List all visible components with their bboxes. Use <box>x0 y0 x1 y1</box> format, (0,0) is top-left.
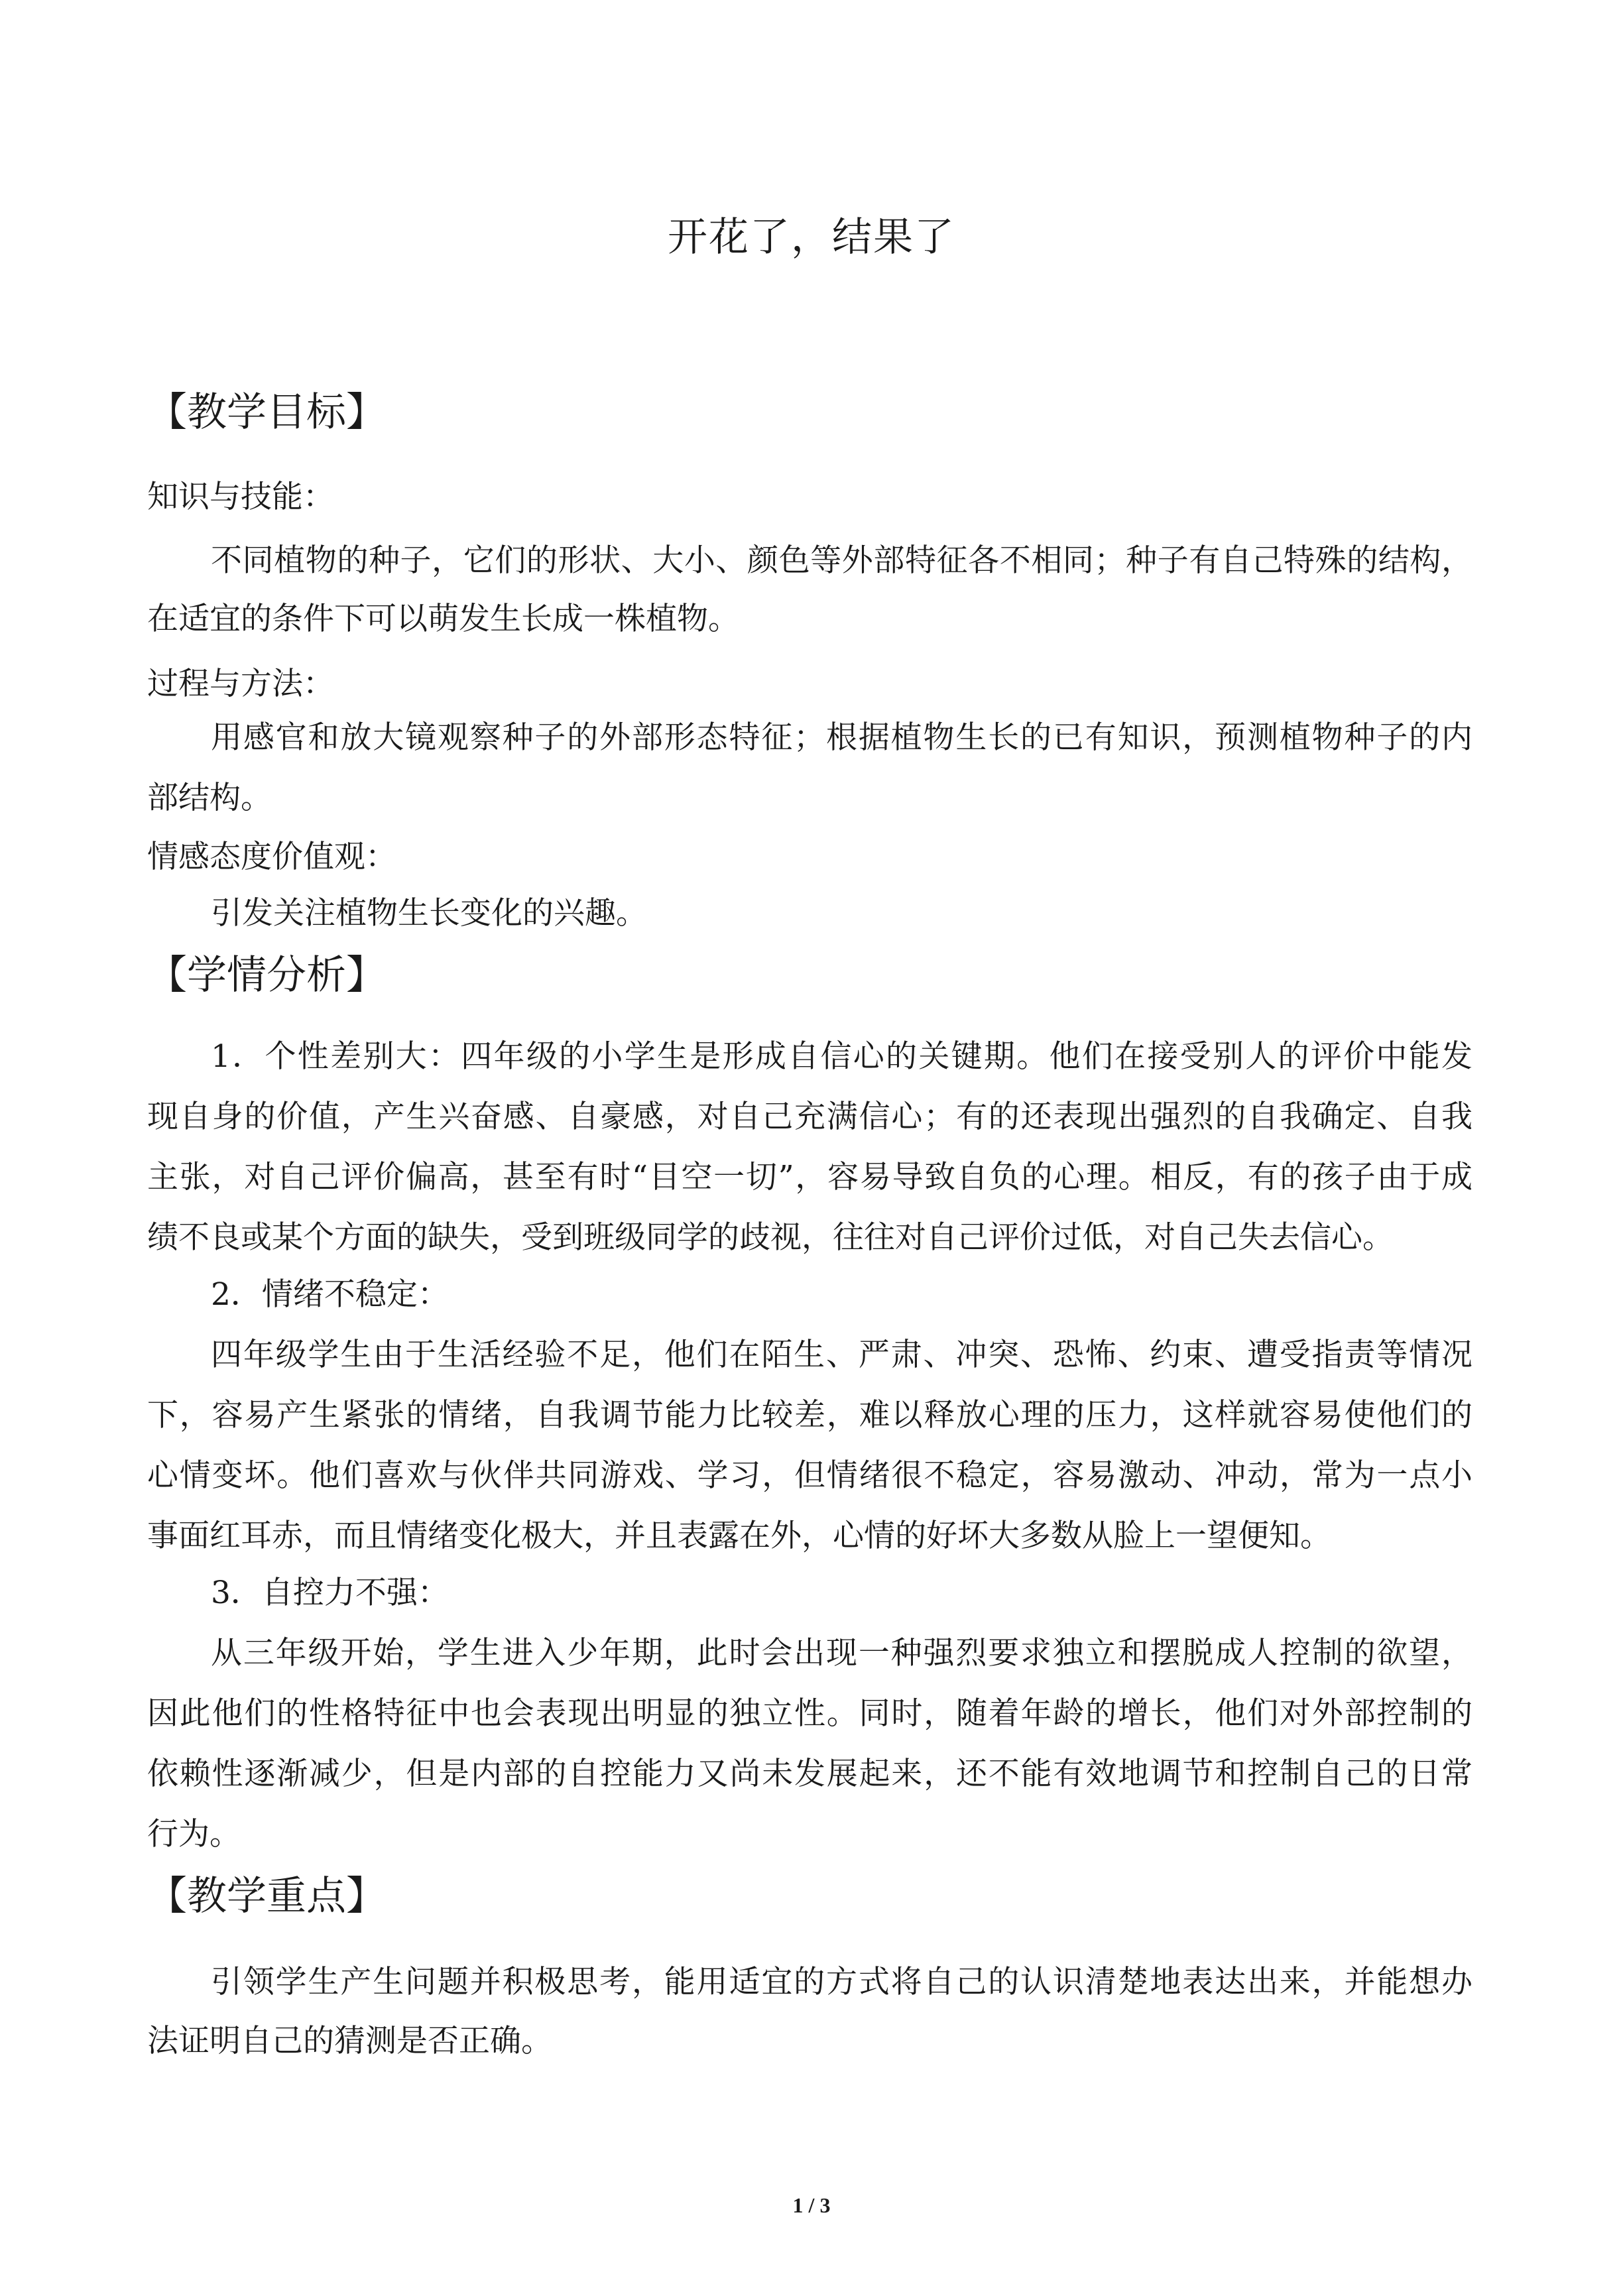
text-line: 心情变坏。他们喜欢与伙伴共同游戏、学习，但情绪很不稳定，容易激动、冲动，常为一点小 <box>147 1457 1473 1494</box>
page-number: 1 / 3 <box>792 2193 831 2217</box>
text-line: 法证明自己的猜测是否正确。 <box>147 2023 552 2059</box>
document-title: 开花了，结果了 <box>668 214 955 261</box>
knowledge-label: 知识与技能： <box>147 479 334 515</box>
text-line: 1．个性差别大：四年级的小学生是形成自信心的关键期。他们在接受别人的评价中能发 <box>211 1038 1473 1075</box>
text-line: 引发关注植物生长变化的兴趣。 <box>211 895 647 932</box>
text-line: 主张，对自己评价偏高，甚至有时“目空一切”，容易导致自负的心理。相反，有的孩子由于成 <box>147 1159 1473 1195</box>
section-heading-key-points: 【教学重点】 <box>147 1873 386 1919</box>
analysis-item-label: 3．自控力不强： <box>211 1575 449 1611</box>
text-line: 依赖性逐渐减少，但是内部的自控能力又尚未发展起来，还不能有效地调节和控制自己的日常 <box>147 1756 1473 1792</box>
text-line: 不同植物的种子，它们的形状、大小、颜色等外部特征各不相同；种子有自己特殊的结构， <box>211 542 1473 579</box>
section-heading-goals: 【教学目标】 <box>147 389 386 436</box>
text-line: 绩不良或某个方面的缺失，受到班级同学的歧视，往往对自己评价过低，对自己失去信心。 <box>147 1219 1394 1256</box>
text-line: 四年级学生由于生活经验不足，他们在陌生、严肃、冲突、恐怖、约束、遭受指责等情况 <box>211 1337 1473 1373</box>
text-line: 事面红耳赤，而且情绪变化极大，并且表露在外，心情的好坏大多数从脸上一望便知。 <box>147 1518 1331 1554</box>
analysis-item-label: 2．情绪不稳定： <box>211 1276 449 1313</box>
text-line: 行为。 <box>147 1816 241 1852</box>
text-line: 用感官和放大镜观察种子的外部形态特征；根据植物生长的已有知识，预测植物种子的内 <box>211 719 1473 756</box>
section-heading-analysis: 【学情分析】 <box>147 952 386 998</box>
text-line: 现自身的价值，产生兴奋感、自豪感，对自己充满信心；有的还表现出强烈的自我确定、自我 <box>147 1099 1473 1135</box>
text-line: 部结构。 <box>147 780 272 816</box>
text-line: 在适宜的条件下可以萌发生长成一株植物。 <box>147 601 739 637</box>
process-label: 过程与方法： <box>147 666 334 702</box>
text-line: 引领学生产生问题并积极思考，能用适宜的方式将自己的认识清楚地表达出来，并能想办 <box>211 1964 1473 2000</box>
emotion-label: 情感态度价值观： <box>147 839 396 875</box>
text-line: 下，容易产生紧张的情绪，自我调节能力比较差，难以释放心理的压力，这样就容易使他们的 <box>147 1397 1473 1433</box>
text-line: 因此他们的性格特征中也会表现出明显的独立性。同时，随着年龄的增长，他们对外部控制的 <box>147 1695 1473 1732</box>
text-line: 从三年级开始，学生进入少年期，此时会出现一种强烈要求独立和摆脱成人控制的欲望， <box>211 1635 1473 1671</box>
